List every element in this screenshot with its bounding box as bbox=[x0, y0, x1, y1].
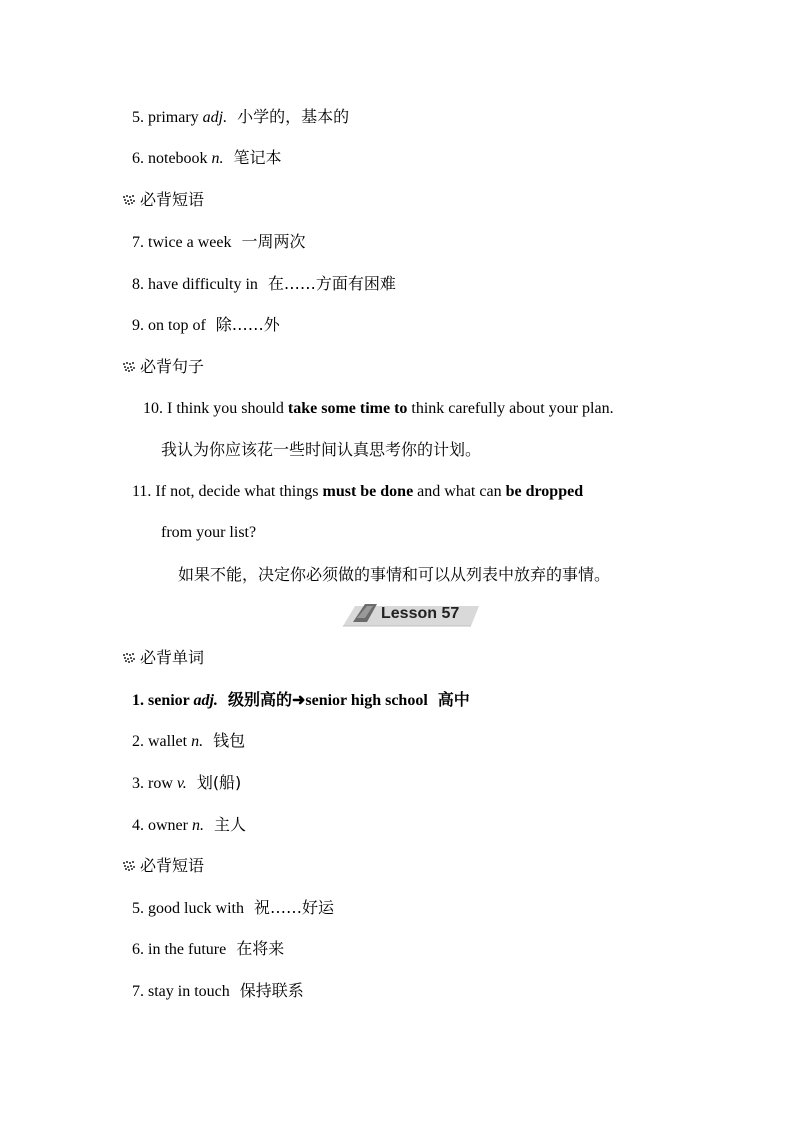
section-header bbox=[122, 190, 204, 210]
chinese-meaning: 除……外 bbox=[215, 315, 280, 334]
item-number: 6. bbox=[132, 941, 144, 958]
chinese-meaning: 划(船) bbox=[196, 773, 242, 792]
item-number: 4. bbox=[132, 817, 144, 834]
vocab-item bbox=[132, 690, 470, 711]
item-number: 7. bbox=[132, 983, 144, 1000]
item-number: 1. bbox=[132, 692, 144, 709]
english-phrase: twice a week bbox=[148, 234, 232, 251]
chinese-meaning: 保持联系 bbox=[239, 981, 304, 1000]
section-marker-icon bbox=[122, 194, 137, 206]
part-of-speech: n. bbox=[191, 733, 204, 750]
item-number: 9. bbox=[132, 317, 144, 334]
sentence-text: I think you should bbox=[167, 400, 284, 417]
section-marker-icon bbox=[122, 652, 137, 664]
english-word: owner bbox=[148, 817, 188, 834]
english-phrase: on top of bbox=[148, 317, 206, 334]
item-number: 11. bbox=[132, 483, 152, 500]
chinese-meaning: 小学的，基本的 bbox=[237, 107, 350, 126]
chinese-meaning: 钱包 bbox=[213, 731, 246, 750]
item-number: 3. bbox=[132, 775, 144, 792]
sentence-text: If not, decide what things bbox=[155, 483, 319, 500]
item-number: 5. bbox=[132, 900, 144, 917]
key-phrase: take some time to bbox=[287, 400, 408, 417]
english-word: primary bbox=[148, 109, 199, 126]
chinese-meaning: 主人 bbox=[213, 815, 246, 834]
chinese-meaning: 级别高的 bbox=[227, 690, 292, 709]
phrase-item bbox=[132, 939, 284, 960]
vocab-item bbox=[132, 107, 349, 128]
key-phrase: be dropped bbox=[505, 483, 584, 500]
part-of-speech: adj. bbox=[202, 109, 228, 126]
phrase-item bbox=[132, 981, 304, 1002]
english-phrase: in the future bbox=[148, 941, 227, 958]
arrow-icon: ➜ bbox=[291, 692, 306, 709]
phrase-item bbox=[132, 315, 280, 336]
sentence-translation: 我认为你应该花一些时间认真思考你的计划。 bbox=[161, 440, 482, 459]
section-marker-icon bbox=[122, 860, 137, 872]
part-of-speech: v. bbox=[176, 775, 187, 792]
section-header bbox=[122, 648, 204, 668]
phrase-item bbox=[132, 232, 306, 253]
phrase-item bbox=[132, 898, 334, 919]
sentence-text: and what can bbox=[417, 483, 502, 500]
section-title: 必背句子 bbox=[140, 357, 205, 376]
chinese-meaning: 在将来 bbox=[236, 939, 285, 958]
item-number: 6. bbox=[132, 150, 144, 167]
chinese-meaning: 在……方面有困难 bbox=[267, 274, 396, 293]
vocab-item bbox=[132, 731, 245, 752]
chinese-meaning: 高中 bbox=[437, 690, 470, 709]
english-phrase: have difficulty in bbox=[148, 276, 258, 293]
section-title: 必背单词 bbox=[140, 648, 205, 667]
section-header bbox=[122, 856, 204, 876]
part-of-speech: adj. bbox=[193, 692, 218, 709]
english-word: wallet bbox=[148, 733, 188, 750]
vocab-item bbox=[132, 148, 282, 169]
english-phrase: good luck with bbox=[148, 900, 244, 917]
english-word: row bbox=[148, 775, 173, 792]
sentence-translation: 如果不能，决定你必须做的事情和可以从列表中放弃的事情。 bbox=[178, 565, 611, 584]
item-number: 2. bbox=[132, 733, 144, 750]
english-phrase: stay in touch bbox=[148, 983, 230, 1000]
phrase-item bbox=[132, 274, 396, 295]
english-word: notebook bbox=[148, 150, 208, 167]
lesson-title: Lesson 57 bbox=[381, 605, 460, 622]
item-number: 7. bbox=[132, 234, 144, 251]
key-phrase: must be done bbox=[322, 483, 414, 500]
item-number: 10. bbox=[143, 400, 163, 417]
chinese-meaning: 祝……好运 bbox=[254, 898, 335, 917]
chinese-meaning: 一周两次 bbox=[241, 232, 306, 251]
sentence-text: think carefully about your plan. bbox=[411, 400, 614, 417]
part-of-speech: n. bbox=[191, 817, 204, 834]
part-of-speech: n. bbox=[211, 150, 224, 167]
vocab-item bbox=[132, 773, 241, 794]
sentence-item bbox=[143, 399, 614, 419]
section-header bbox=[122, 357, 204, 377]
item-number: 8. bbox=[132, 276, 144, 293]
chinese-meaning: 笔记本 bbox=[233, 148, 282, 167]
sentence-item bbox=[132, 482, 583, 502]
section-title: 必背短语 bbox=[140, 190, 205, 209]
english-word: senior bbox=[148, 692, 190, 709]
section-marker-icon bbox=[122, 361, 137, 373]
sentence-continuation: from your list? bbox=[161, 524, 257, 541]
item-number: 5. bbox=[132, 109, 144, 126]
english-phrase: senior high school bbox=[305, 692, 428, 709]
section-title: 必背短语 bbox=[140, 856, 205, 875]
vocab-item bbox=[132, 815, 246, 836]
